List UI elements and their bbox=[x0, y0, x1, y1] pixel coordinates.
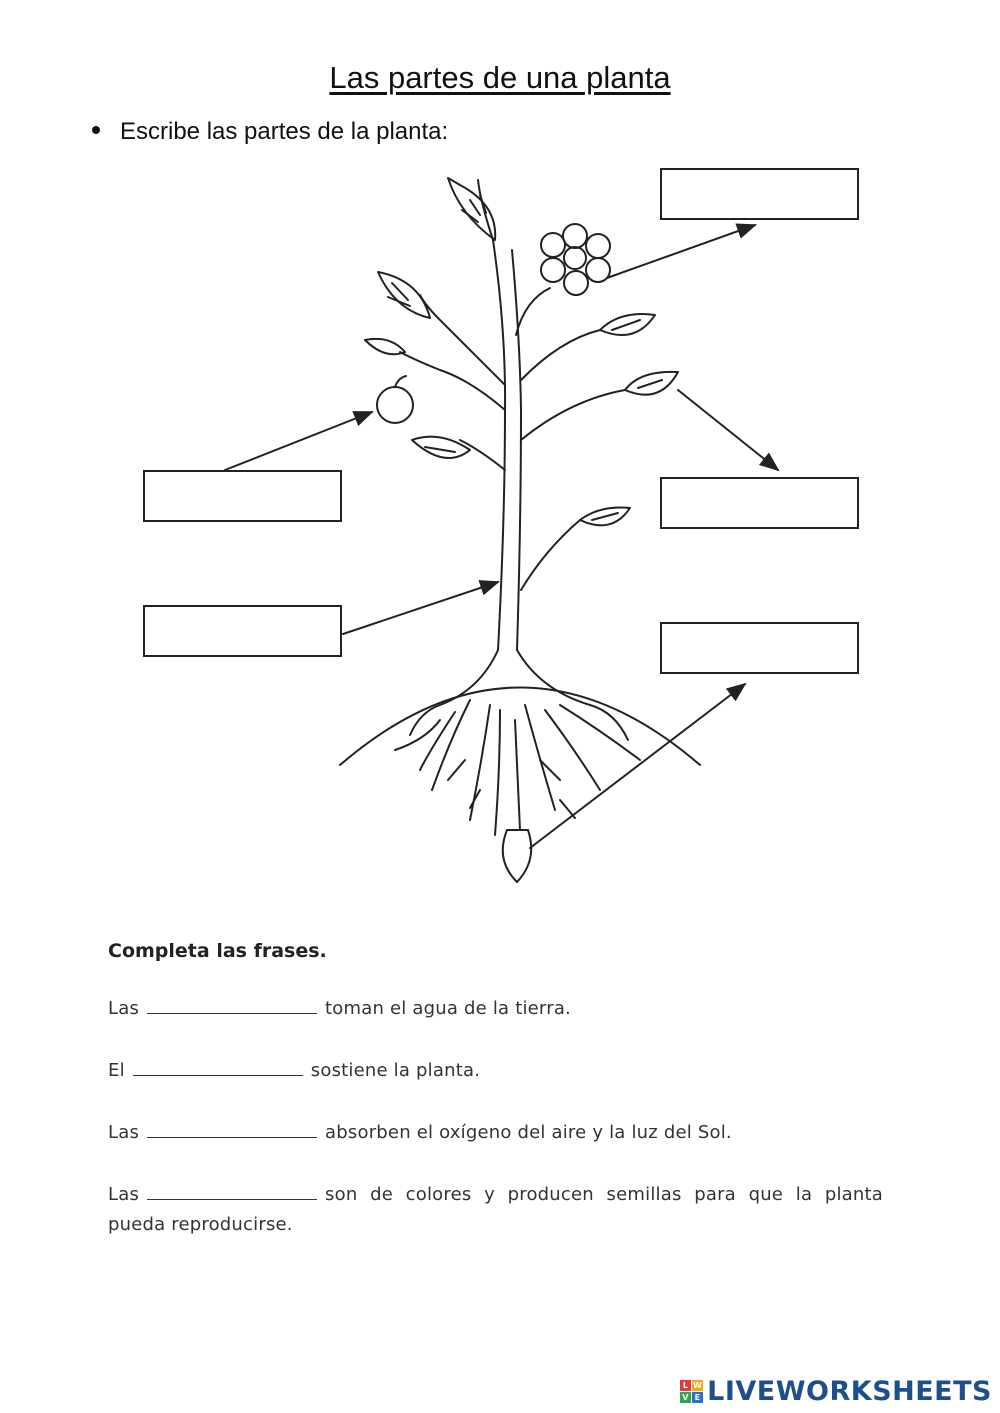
sentence-start: El bbox=[108, 1060, 125, 1081]
leaf bbox=[448, 178, 495, 240]
sentence-3 bbox=[108, 1118, 908, 1148]
sentence-start: Las bbox=[108, 1122, 140, 1143]
sentence-4 bbox=[108, 1180, 883, 1240]
blank-input-1[interactable] bbox=[147, 995, 317, 1014]
fruit bbox=[377, 387, 413, 423]
arrow-flower bbox=[607, 225, 755, 278]
sentence-start: Las bbox=[108, 998, 140, 1019]
sentence-end: absorben el oxígeno del aire y la luz del Sol. bbox=[325, 1122, 732, 1143]
arrow-leaf bbox=[678, 390, 778, 470]
answer-box-flower[interactable] bbox=[660, 168, 859, 220]
worksheet-logo-icon: L W V E bbox=[680, 1380, 703, 1403]
brand-name: LIVEWORKSHEETS bbox=[707, 1376, 992, 1407]
page-title: Las partes de una planta bbox=[329, 60, 671, 95]
blank-input-4[interactable] bbox=[147, 1181, 317, 1200]
answer-box-stem[interactable] bbox=[143, 605, 342, 657]
answer-box-root[interactable] bbox=[660, 622, 859, 674]
sentence-end: sostiene la planta. bbox=[310, 1060, 481, 1081]
answer-box-leaf[interactable] bbox=[660, 477, 859, 529]
blank-input-2[interactable] bbox=[133, 1057, 303, 1076]
flower-branch bbox=[516, 288, 550, 335]
stem bbox=[493, 240, 505, 650]
flower bbox=[541, 224, 610, 295]
sentence-end: toman el agua de la tierra. bbox=[325, 998, 571, 1019]
blank-input-3[interactable] bbox=[147, 1119, 317, 1138]
arrow-fruit bbox=[225, 412, 372, 470]
sentence-2 bbox=[108, 1056, 908, 1086]
exercise-title: Completa las frases. bbox=[108, 940, 327, 962]
sentence-start: Las bbox=[108, 1184, 140, 1205]
sentence-1 bbox=[108, 994, 908, 1024]
answer-box-fruit[interactable] bbox=[143, 470, 342, 522]
brand-logo bbox=[680, 1376, 992, 1407]
instruction-text: Escribe las partes de la planta: bbox=[120, 118, 449, 145]
exercise-section bbox=[108, 940, 908, 1272]
arrow-root bbox=[530, 684, 745, 848]
left-branch-1 bbox=[400, 352, 505, 410]
soil-line bbox=[340, 688, 700, 766]
roots bbox=[395, 650, 640, 882]
arrow-stem bbox=[343, 582, 498, 634]
sentence-end: son de colores y producen semillas para que la planta pueda reproducirse. bbox=[108, 1184, 883, 1235]
